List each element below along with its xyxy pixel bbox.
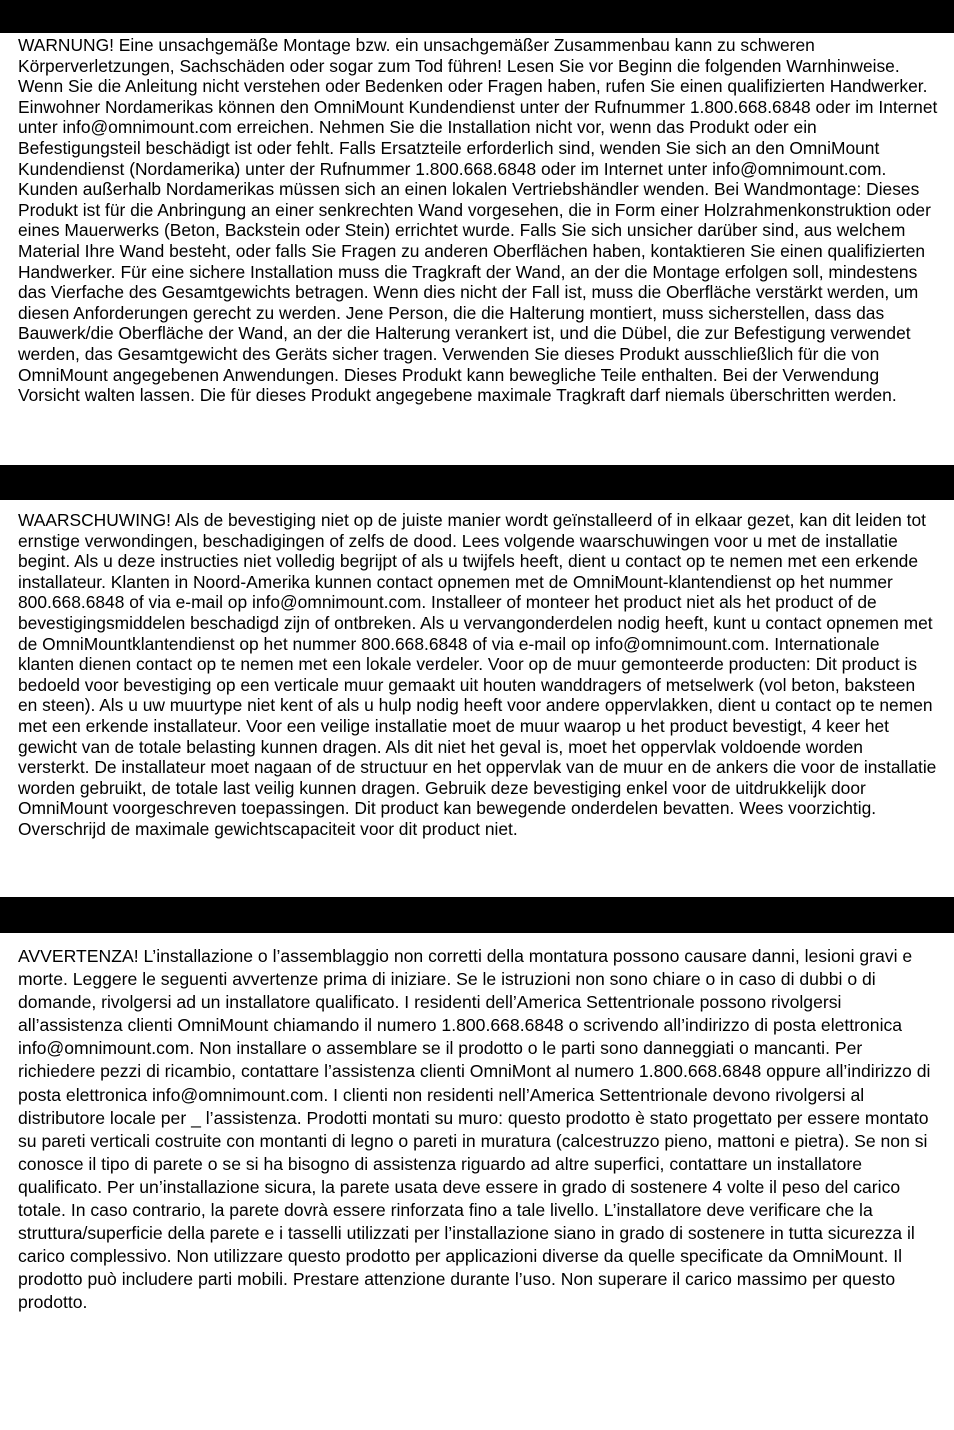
warning-text-italian: AVVERTENZA! L’installazione o l’assemblaggio non corretti della montatura possono causare danni, lesioni gravi e morte. Leggere le seguenti avvertenze prima di iniziare. Se le istruzioni non sono chiare o in caso di dubbi o di domande, rivolgersi ad un installatore qualificato. I residenti dell’America Settentrionale possono rivolgersi all’assistenza clienti OmniMount chiamando il numero 1.800.668.6848 o scrivendo all’indirizzo di posta elettronica info@omnimount.com. Non installare o assemblare se il prodotto o le parti sono danneggiati o mancanti. Per richiedere pezzi di ricambio, contattare l’assistenza clienti OmniMont al numero 1.800.668.6848 oppure all’indirizzo di posta elettronica info@omnimount.com. I clienti non residenti nell’America Settentrionale devono rivolgersi al distributore locale per _ l’assistenza. Prodotti montati su muro: questo prodotto è stato progettato per essere montato su pareti verticali costruite con montanti di legno o pareti in muratura (calcestruzzo pieno, mattoni e pietra). Se non si conosce il tipo di parete o se si ha bisogno di assistenza riguardo ad altre superfici, contattare un installatore qualificato. Per un’installazione sicura, la parete usata deve essere in grado di sostenere 4 volte il peso del carico totale. In caso contrario, la parete dovrà essere rinforzata fino a tale livello. L’installatore deve verificare che la struttura/superficie della parete e i tasselli utilizzati per l’installazione siano in grado di sostenere in tutta sicurezza il carico complessivo. Non utilizzare questo prodotto per applicazioni diverse da quelle specificate da OmniMount. Il prodotto può includere parti mobili. Prestare attenzione durante l’uso. Non superare il carico massimo per questo prodotto.	[18, 946, 931, 1313]
section-header-bar-german	[0, 0, 954, 33]
warning-text-dutch: WAARSCHUWING! Als de bevestiging niet op de juiste manier wordt geïnstalleerd of in elkaar gezet, kan dit leiden tot ernstige verwondingen, beschadigingen of zelfs de dood. Lees volgende waarschuwingen voor u met de installatie begint. Als u deze instructies niet volledig begrijpt of als u twijfels heeft, dient u contact op te nemen met een erkende installateur. Klanten in Noord-Amerika kunnen contact opnemen met de OmniMount-klantendienst op het nummer 800.668.6848 of via e-mail op info@omnimount.com. Installeer of monteer het product niet als het product of de bevestigingsmiddelen beschadigd zijn of ontbreken. Als u vervangonderdelen nodig heeft, kunt u contact opnemen met de OmniMountklantendienst op het nummer 800.668.6848 of via e-mail op info@omnimount.com. Internationale klanten dienen contact op te nemen met een lokale verdeler. Voor op de muur gemonteerde producten: Dit product is bedoeld voor bevestiging op een verticale muur gemaakt uit houten wanddragers of metselwerk (vol beton, baksteen en steen). Als u uw muurtype niet kent of als u hulp nodig heeft voor andere oppervlakken, dient u contact op te nemen met een erkende installateur. Voor een veilige installatie moet de muur waarop u het product bevestigt, 4 keer het gewicht van de totale belasting kunnen dragen. Als dit niet het geval is, moet het oppervlak voldoende worden versterkt. De installateur moet nagaan of de structuur en het oppervlak van de muur en de ankers die voor de installatie worden gebruikt, de totale last veilig kunnen dragen. Gebruik deze bevestiging enkel voor de uitdrukkelijk door OmniMount voorgeschreven toepassingen. Dit product kan bewegende onderdelen bevatten. Wees voorzichtig. Overschrijd de maximale gewichtscapaciteit voor dit product niet.	[18, 510, 937, 839]
section-header-bar-dutch	[0, 465, 954, 500]
warning-text-german: WARNUNG! Eine unsachgemäße Montage bzw. ein unsachgemäßer Zusammenbau kann zu schweren Körperverletzungen, Sachschäden oder sogar zum Tod führen! Lesen Sie vor Beginn die folgenden Warnhinweise. Wenn Sie die Anleitung nicht verstehen oder Bedenken oder Fragen haben, rufen Sie einen qualifizierten Handwerker. Einwohner Nordamerikas können den OmniMount Kundendienst unter der Rufnummer 1.800.668.6848 oder im Internet unter info@omnimount.com erreichen. Nehmen Sie die Installation nicht vor, wenn das Produkt oder ein Befestigungsteil beschädigt ist oder fehlt. Falls Ersatzteile erforderlich sind, wenden Sie sich an den OmniMount Kundendienst (Nordamerika) unter der Rufnummer 1.800.668.6848 oder im Internet unter info@omnimount.com. Kunden außerhalb Nordamerikas müssen sich an einen lokalen Vertriebshändler wenden. Bei Wandmontage: Dieses Produkt ist für die Anbringung an einer senkrechten Wand vorgesehen, die in Form einer Holzrahmenkonstruktion oder eines Mauerwerks (Beton, Backstein oder Stein) errichtet wurde. Falls Sie sich unsicher darüber sind, aus welchem Material Ihre Wand besteht, oder falls Sie Fragen zu anderen Oberflächen haben, kontaktieren Sie einen qualifizierten Handwerker. Für eine sichere Installation muss die Tragkraft der Wand, an der die Montage erfolgen soll, mindestens das Vierfache des Gesamtgewichts betragen. Wenn dies nicht der Fall ist, muss die Oberfläche verstärkt werden, um diesen Anforderungen gerecht zu werden. Jene Person, die die Halterung montiert, muss sicherstellen, dass das Bauwerk/die Oberfläche der Wand, an der die Halterung verankert ist, und die Dübel, die zur Befestigung verwendet werden, das Gesamtgewicht des Geräts sicher tragen. Verwenden Sie dieses Produkt ausschließlich für die von OmniMount angegebenen Anwendungen. Dieses Produkt kann bewegliche Teile enthalten. Bei der Verwendung Vorsicht walten lassen. Die für dieses Produkt angegebene maximale Tragkraft darf niemals überschritten werden.	[18, 35, 938, 406]
section-header-bar-italian	[0, 897, 954, 933]
